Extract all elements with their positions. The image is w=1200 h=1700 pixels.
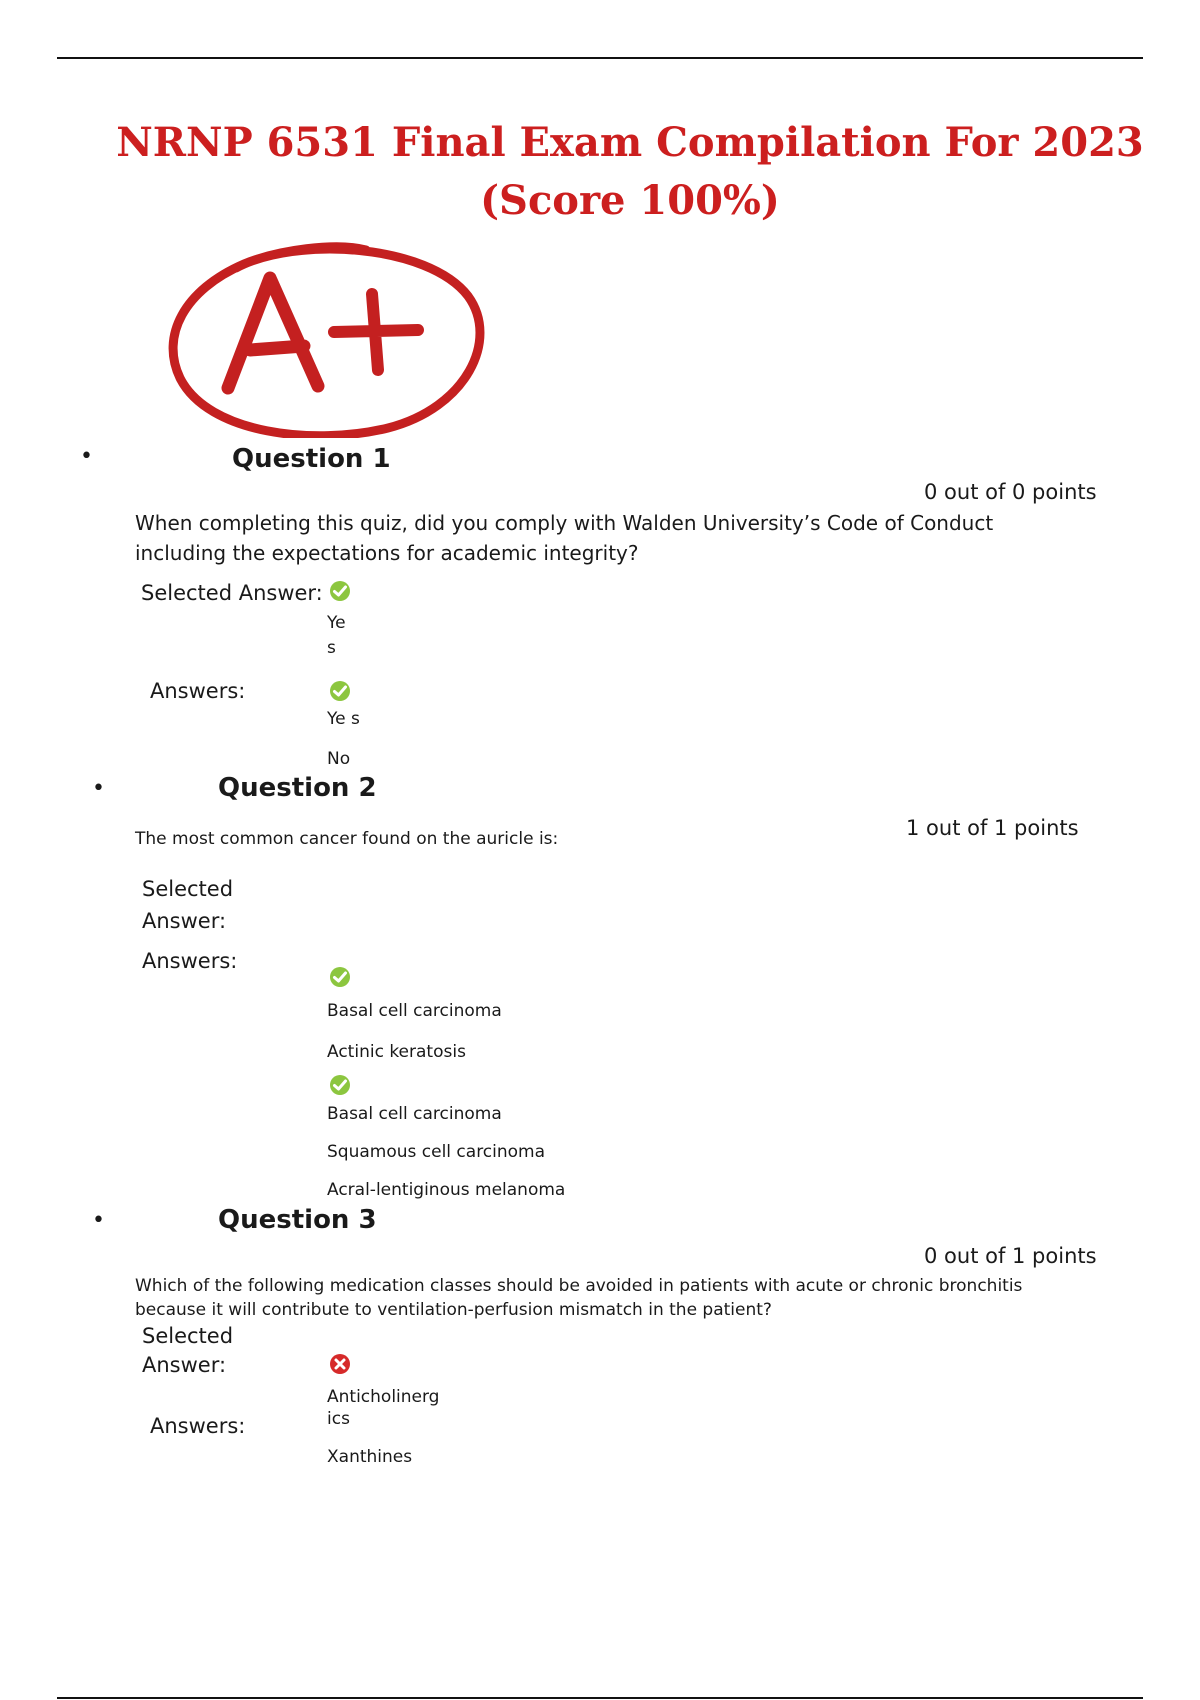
page-title: NRNP 6531 Final Exam Compilation For 2023 (Score 100%) xyxy=(116,119,1144,224)
check-icon xyxy=(329,1074,351,1096)
question-3-answer-1: Xanthines xyxy=(327,1447,413,1467)
question-3-heading: Question 3 xyxy=(218,1205,377,1235)
grade-letter-a xyxy=(228,278,318,388)
check-icon xyxy=(329,680,351,702)
cross-icon xyxy=(329,1353,351,1375)
question-1-answer-1: Ye s xyxy=(327,709,360,729)
question-2-answer-1: Actinic keratosis xyxy=(327,1042,466,1062)
grade-plus xyxy=(334,294,418,370)
question-2-text: The most common cancer found on the auricle is: xyxy=(135,829,559,849)
question-1-answers-label: Answers: xyxy=(150,679,246,703)
question-1-points: 0 out of 0 points xyxy=(924,480,1097,504)
question-3-answers-label: Answers: xyxy=(150,1414,246,1438)
check-icon xyxy=(329,580,351,602)
question-3-selected-value: Anticholinerg xyxy=(327,1387,440,1407)
question-1-answer-2: No xyxy=(327,749,351,769)
question-2-selected-label: Selected xyxy=(142,877,234,901)
grade-circle xyxy=(173,247,480,436)
question-1-heading: Question 1 xyxy=(232,444,391,474)
top-rule xyxy=(57,57,1143,59)
question-1-text: When completing this quiz, did you comply with Walden University’s Code of Conduct including the expectations for academic integrity? xyxy=(135,511,994,565)
question-3-text: Which of the following medication classes should be avoided in patients with acute or chronic bronchitis because it will contribute to ventilation-perfusion mismatch in the patient? xyxy=(135,1276,1023,1320)
question-3-selected-label: Selected xyxy=(142,1324,234,1348)
question-2-answer-4: Acral-lentiginous melanoma xyxy=(327,1180,566,1200)
question-3-selected-label-cont: Answer: xyxy=(142,1353,227,1377)
question-2-selected-value: Basal cell carcinoma xyxy=(327,1001,502,1021)
question-2-answer-3: Squamous cell carcinoma xyxy=(327,1142,546,1162)
check-icon xyxy=(329,966,351,988)
grade-stamp xyxy=(166,238,486,438)
list-bullet: • xyxy=(92,776,105,801)
question-3-points: 0 out of 1 points xyxy=(924,1244,1097,1268)
bottom-rule xyxy=(57,1697,1143,1699)
question-2-selected-label-cont: Answer: xyxy=(142,909,227,933)
grade-badge-text: A+ xyxy=(166,238,168,239)
question-1-selected-value: Ye xyxy=(327,613,346,633)
question-2-points: 1 out of 1 points xyxy=(906,816,1079,840)
question-2-answer-2: Basal cell carcinoma xyxy=(327,1104,502,1124)
question-2-answers-label: Answers: xyxy=(142,949,238,973)
list-bullet: • xyxy=(92,1208,105,1233)
question-3-selected-value-cont: ics xyxy=(327,1409,350,1429)
list-bullet: • xyxy=(80,444,93,469)
question-1-selected-value-cont: s xyxy=(327,638,336,658)
question-1-selected-label: Selected Answer: xyxy=(141,581,323,605)
question-2-heading: Question 2 xyxy=(218,773,377,803)
